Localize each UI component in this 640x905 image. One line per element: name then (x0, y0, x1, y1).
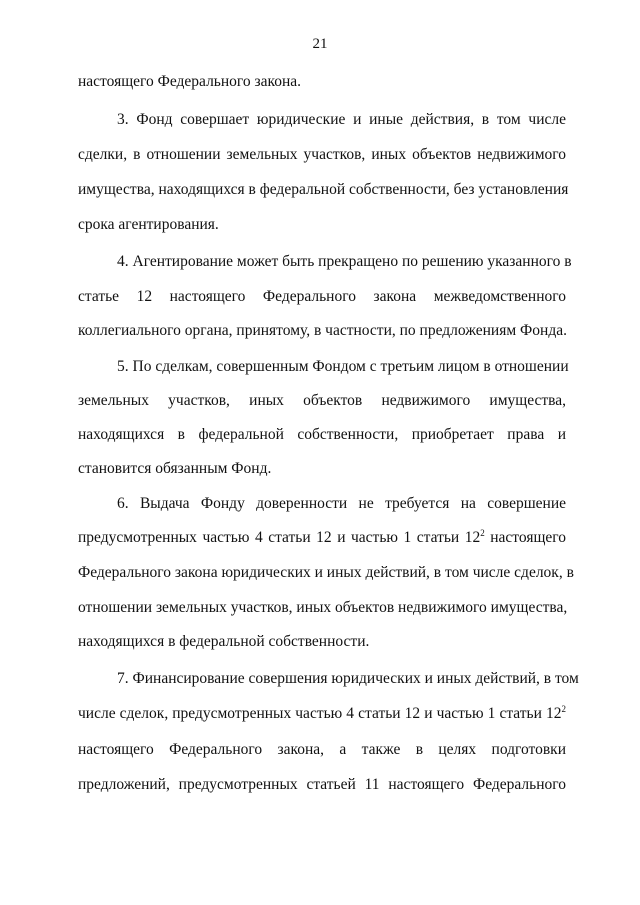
text-line: имущества, находящихся в федеральной собственности, без установления (78, 181, 569, 198)
paragraph-3-first-line: 3. Фонд совершает юридические и иные действия, в том числе (117, 111, 566, 128)
superscript: 2 (561, 703, 566, 714)
text-line: настоящего Федерального закона. (78, 73, 302, 90)
text-line: становится обязанным Фонд. (78, 460, 272, 477)
paragraph-7-first-line: 7. Финансирование совершения юридических и иных действий, в том (117, 670, 579, 687)
text-line: настоящего Федерального закона, а также в целях подготовки (78, 741, 566, 758)
text-line: отношении земельных участков, иных объектов недвижимого имущества, (78, 599, 568, 616)
text-line: находящихся в федеральной собственности, приобретает права и (78, 426, 566, 443)
superscript: 2 (480, 527, 485, 538)
paragraph-6-first-line: 6. Выдача Фонду доверенности не требуется на совершение (117, 495, 566, 512)
text-line: Федерального закона юридических и иных действий, в том числе сделок, в (78, 564, 574, 581)
paragraph-4-first-line: 4. Агентирование может быть прекращено по решению указанного в (117, 253, 572, 270)
text-line: предложений, предусмотренных статьей 11 настоящего Федерального (78, 776, 566, 793)
line-text: настоящего (490, 529, 566, 546)
paragraph-5-first-line: 5. По сделкам, совершенным Фондом с третьим лицом в отношении (117, 358, 569, 375)
line-text: числе сделок, предусмотренных частью 4 статьи 12 и частью 1 статьи 12 (78, 705, 562, 722)
text-line: срока агентирования. (78, 216, 219, 233)
text-line: коллегиального органа, принятому, в частности, по предложениям Фонда. (78, 322, 567, 339)
text-line: статье 12 настоящего Федерального закона межведомственного (78, 288, 566, 305)
text-line-with-superscript (78, 528, 566, 548)
text-line: находящихся в федеральной собственности. (78, 633, 370, 650)
text-line: сделки, в отношении земельных участков, иных объектов недвижимого (78, 146, 566, 163)
page-number: 21 (312, 36, 328, 52)
line-text: предусмотренных частью 4 статьи 12 и частью 1 статьи 12 (78, 529, 481, 546)
text-line-with-superscript (78, 704, 566, 724)
text-line: земельных участков, иных объектов недвижимого имущества, (78, 392, 566, 409)
